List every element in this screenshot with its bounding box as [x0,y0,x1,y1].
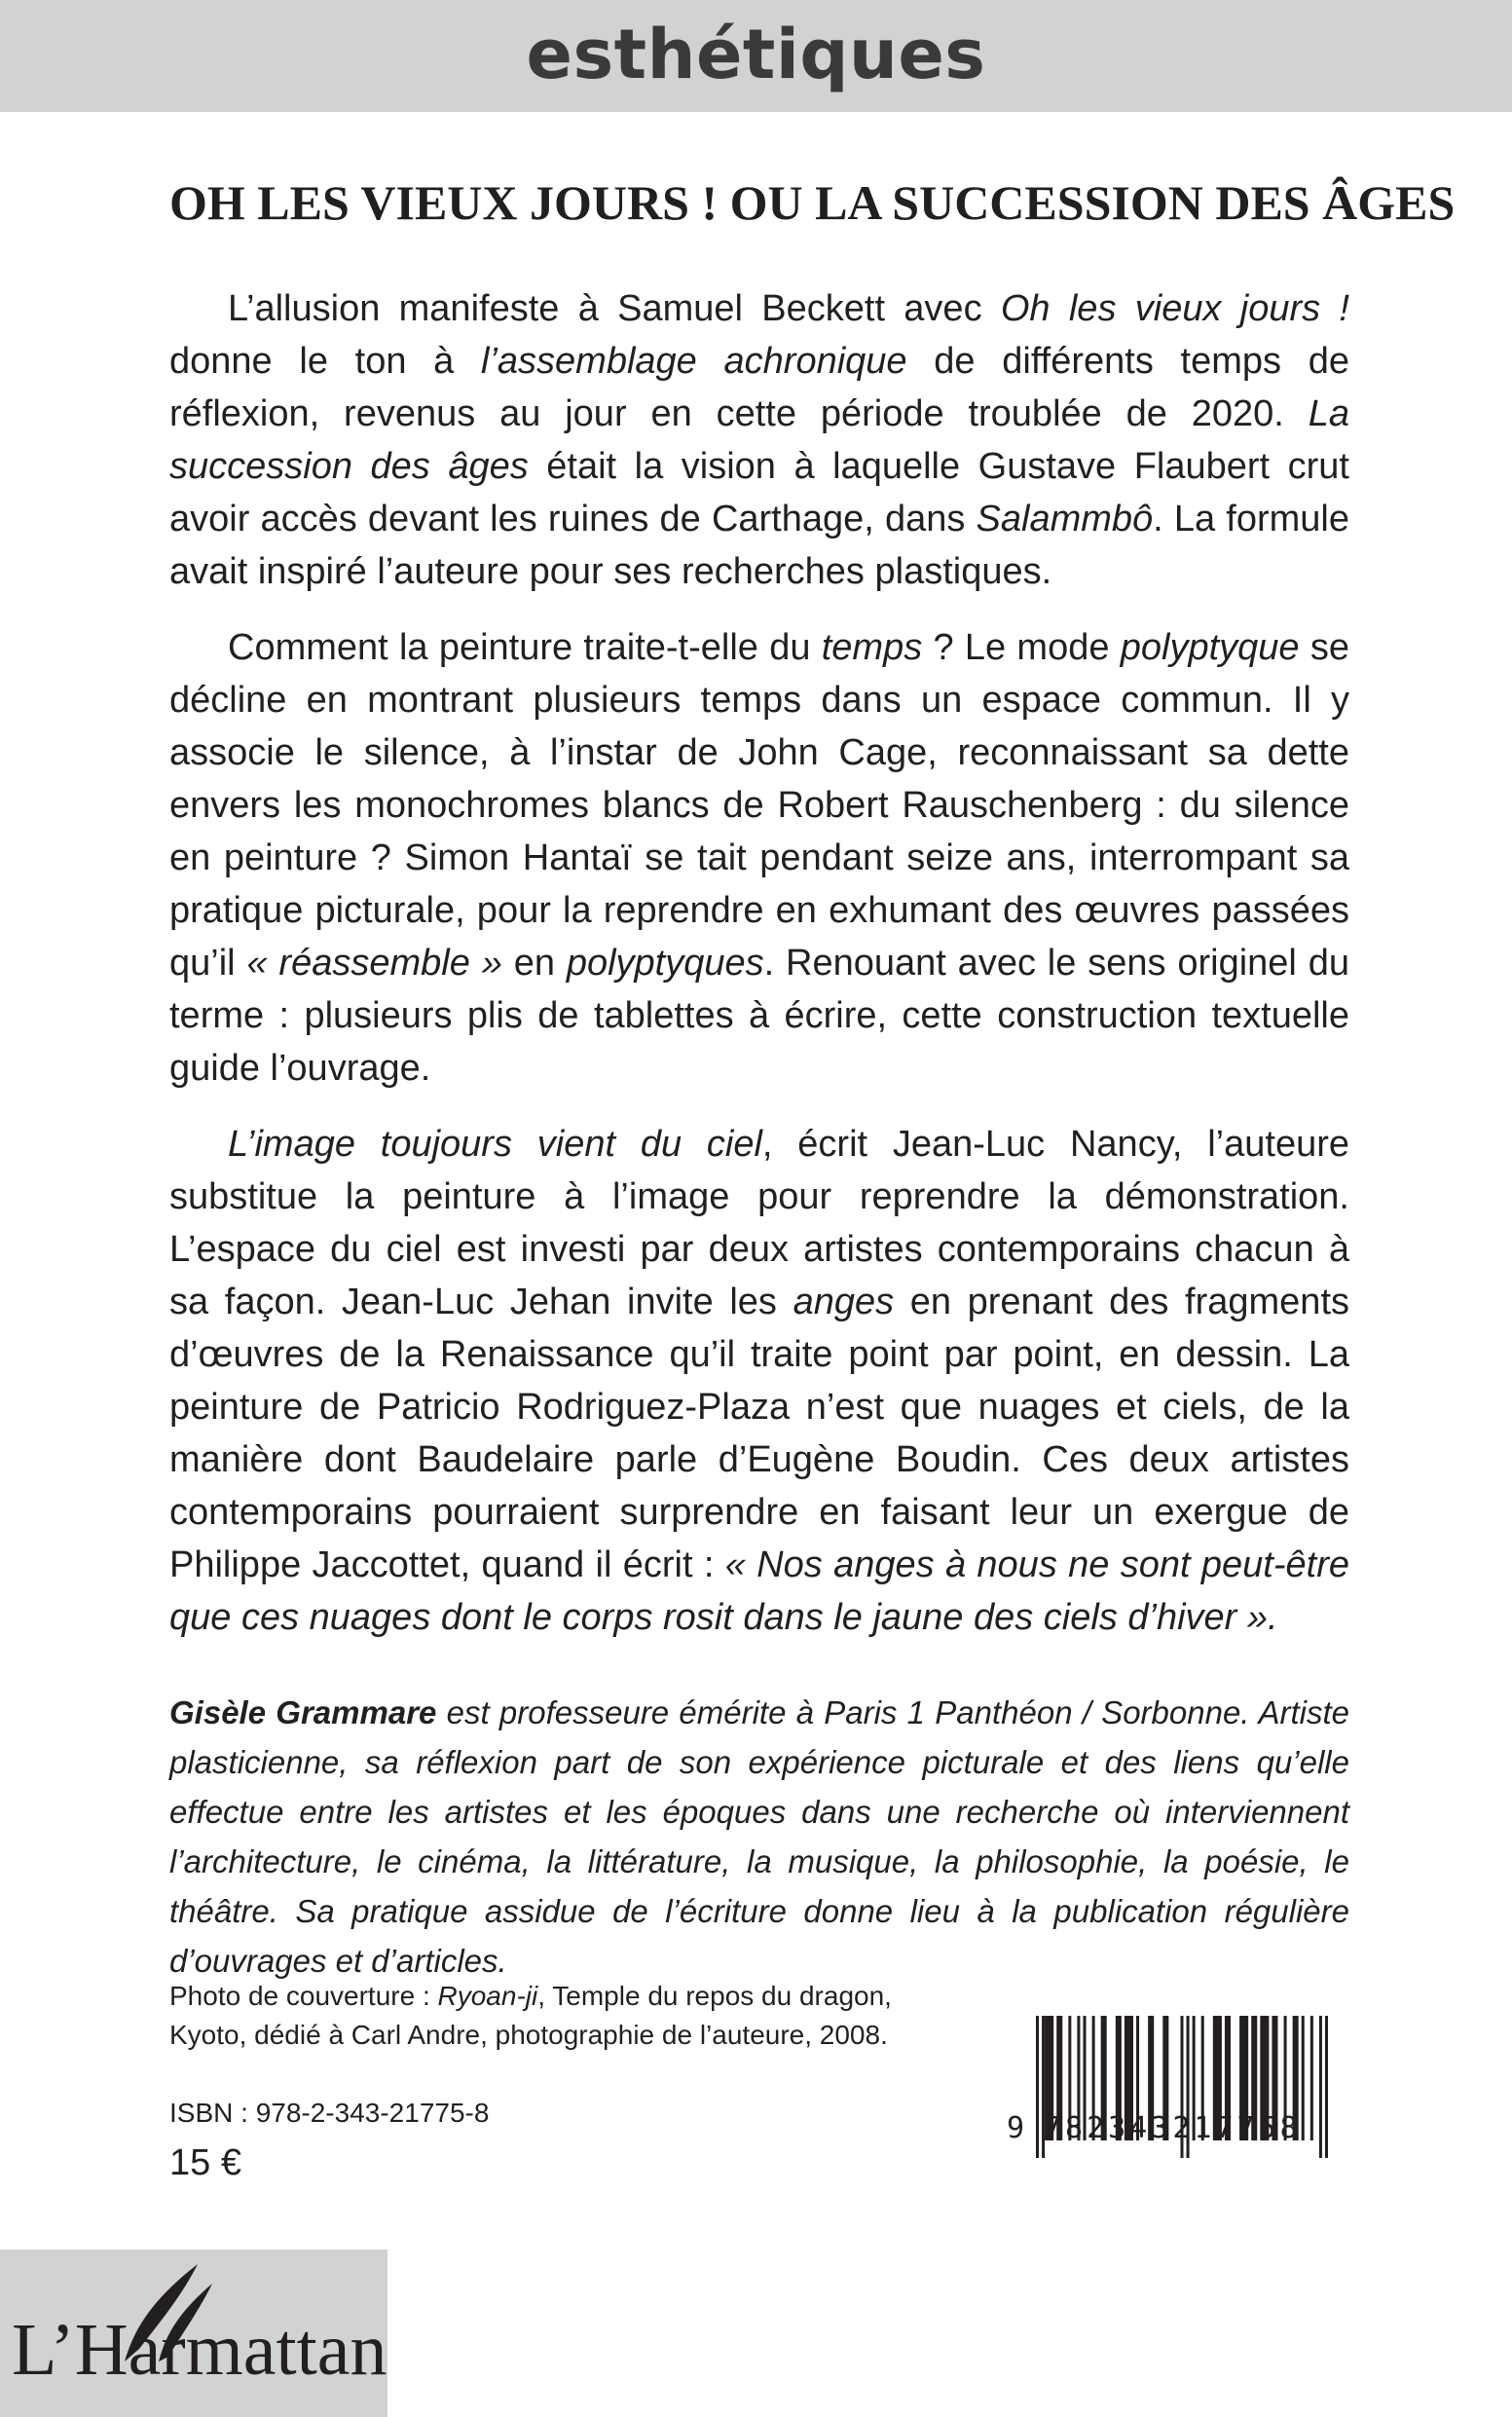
blurb-text-run: ? Le mode [922,627,1121,668]
blurb-text-run: de différents temps de réflexion, revenus au jour en cette période troublée de 2020. [169,341,1350,434]
blurb-italic-run: La succession des âges [169,393,1349,487]
blurb-text-run: . Renouant avec le sens originel du terme : plusieurs plis de tablettes à écrire, cette construction textuelle guide l’ouvrage. [169,943,1349,1089]
barcode-bar [1325,2016,1328,2158]
barcode-bar [1310,2016,1313,2140]
blurb-text-run: , écrit Jean-Luc Nancy, l’auteure substitue la peinture à l’image pour reprendre la démonstration. L’espace du ciel est investi par deux artistes contemporains chacun à sa façon. Jean-Luc Jehan invite les [169,1124,1349,1322]
barcode-bar [1319,2016,1322,2158]
blurb-text-run: Comment la peinture traite-t-elle du [228,627,822,668]
barcode [1003,2010,1347,2183]
author-name: Gisèle Grammare [169,1694,437,1730]
blurb-italic-run: anges [793,1282,895,1322]
blurb-italic-run: l’assemblage achronique [481,341,907,382]
publisher-logo: L’Harmattan [12,2309,387,2391]
photo-credit-line1-end: , Temple du repos du dragon, [537,1981,892,2011]
blurb-paragraph [169,282,1349,598]
blurb-italic-run: « Nos anges à nous ne sont peut-être que ces nuages dont le corps rosit dans le jaune des ciels d’hiver ». [169,1544,1349,1638]
blurb-text-run: L’allusion manifeste à Samuel Beckett avec [228,288,1001,329]
isbn-text: ISBN : 978-2-343-21775-8 [169,2098,490,2128]
barcode-digits: 782343217758 [1044,2111,1302,2145]
blurb-italic-run: L’image toujours vient du ciel [228,1124,762,1165]
barcode-bar [1036,2016,1039,2158]
barcode-first-digit: 9 [1007,2111,1025,2145]
blurb-italic-run: Salammbô [976,499,1154,539]
blurb-italic-run: temps [821,627,923,668]
book-title: OH LES VIEUX JOURS ! OU LA SUCCESSION DES ÂGES [169,175,1456,230]
photo-credit-prefix: Photo de couverture : [169,1981,438,2011]
photo-credit-work: Ryoan-ji [437,1981,538,2011]
blurb-paragraph [169,621,1349,1095]
author-bio-text: est professeure émérite à Paris 1 Panthéon / Sorbonne. Artiste plasticienne, sa réflexion part de son expérience picturale et des liens qu’elle effectue entre les artistes et les époques dans une recherche où interviennent l’architecture, le cinéma, la littérature, la musique, la philosophie, la poésie, le théâtre. Sa pratique assidue de l’écriture donne lieu à la publication régulière d’ouvrages et d’articles. [169,1694,1349,1979]
price-text: 15 € [169,2142,241,2183]
blurb-text-run: se décline en montrant plusieurs temps dans un espace commun. Il y associe le silence, à l’instar de John Cage, reconnaissant sa dette envers les monochromes blancs de Robert Rauschenberg : du silence en peinture ? Simon Hantaï se tait pendant seize ans, interrompant sa pratique picturale, pour la reprendre en exhumant des œuvres passées qu’il [169,627,1349,984]
blurb-italic-run: Oh les vieux jours ! [1000,288,1349,329]
photo-credit [169,1977,1007,2055]
blurb-italic-run: polyptyques [566,943,764,984]
blurb-text-run: . La formule avait inspiré l’auteure pour ses recherches plastiques. [169,499,1350,592]
blurb-text-run: en [501,943,567,984]
blurb-text-run: en prenant des fragments d’œuvres de la Renaissance qu’il traite point par point, en dessin. La peinture de Patricio Rodriguez-Plaza n’est que nuages et ciels, de la manière dont Baudelaire parle d’Eugène Boudin. Ces deux artistes contemporains pourraient surprendre en faisant leur un exergue de Philippe Jaccottet, quand il écrit : [169,1282,1349,1585]
blurb-paragraph [169,1118,1349,1644]
photo-credit-line2: Kyoto, dédié à Carl Andre, photographie de l’auteure, 2008. [169,2020,888,2050]
author-bio [169,1688,1349,1986]
barcode-bar [1302,2016,1305,2140]
blurb-text-run: donne le ton à [169,341,482,382]
blurb-italic-run: « réassemble » [246,943,502,984]
blurb-italic-run: polyptyque [1120,627,1300,668]
back-cover-blurb [169,282,1349,1667]
blurb-text-run: était la vision à laquelle Gustave Flaubert crut avoir accès devant les ruines de Carthage, dans [169,446,1349,539]
series-title: esthétiques [526,15,986,94]
